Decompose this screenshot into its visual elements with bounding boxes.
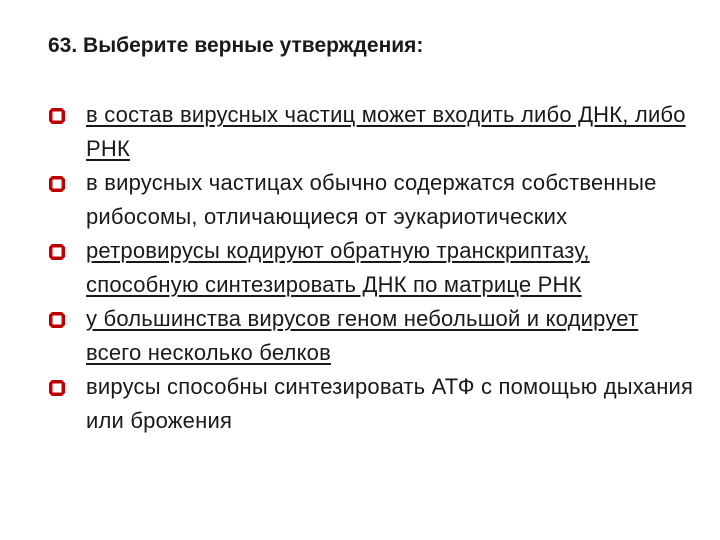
answer-option-5	[48, 370, 698, 438]
question-title: 63. Выберите верные утверждения:	[48, 34, 424, 57]
answer-option-text: вирусы способны синтезировать АТФ с помощью дыхания или брожения	[86, 374, 694, 433]
answer-option-text: ретровирусы кодируют обратную транскриптазу, способную синтезировать ДНК по матрице РНК	[86, 238, 590, 297]
answer-option-text: у большинства вирусов геном небольшой и кодирует всего несколько белков	[86, 306, 639, 365]
answer-option-2	[48, 166, 698, 234]
answer-option-3	[48, 234, 698, 302]
answer-option-text: в состав вирусных частиц может входить либо ДНК, либо РНК	[86, 102, 686, 161]
answer-option-1	[48, 98, 698, 166]
answer-options-list	[48, 98, 698, 438]
checkbox-square-icon[interactable]	[48, 107, 66, 125]
checkbox-square-icon[interactable]	[48, 311, 66, 329]
answer-option-text: в вирусных частицах обычно содержатся собственные рибосомы, отличающиеся от эукариотических	[86, 170, 657, 229]
checkbox-square-icon[interactable]	[48, 175, 66, 193]
answer-option-4	[48, 302, 698, 370]
checkbox-square-icon[interactable]	[48, 379, 66, 397]
checkbox-square-icon[interactable]	[48, 243, 66, 261]
